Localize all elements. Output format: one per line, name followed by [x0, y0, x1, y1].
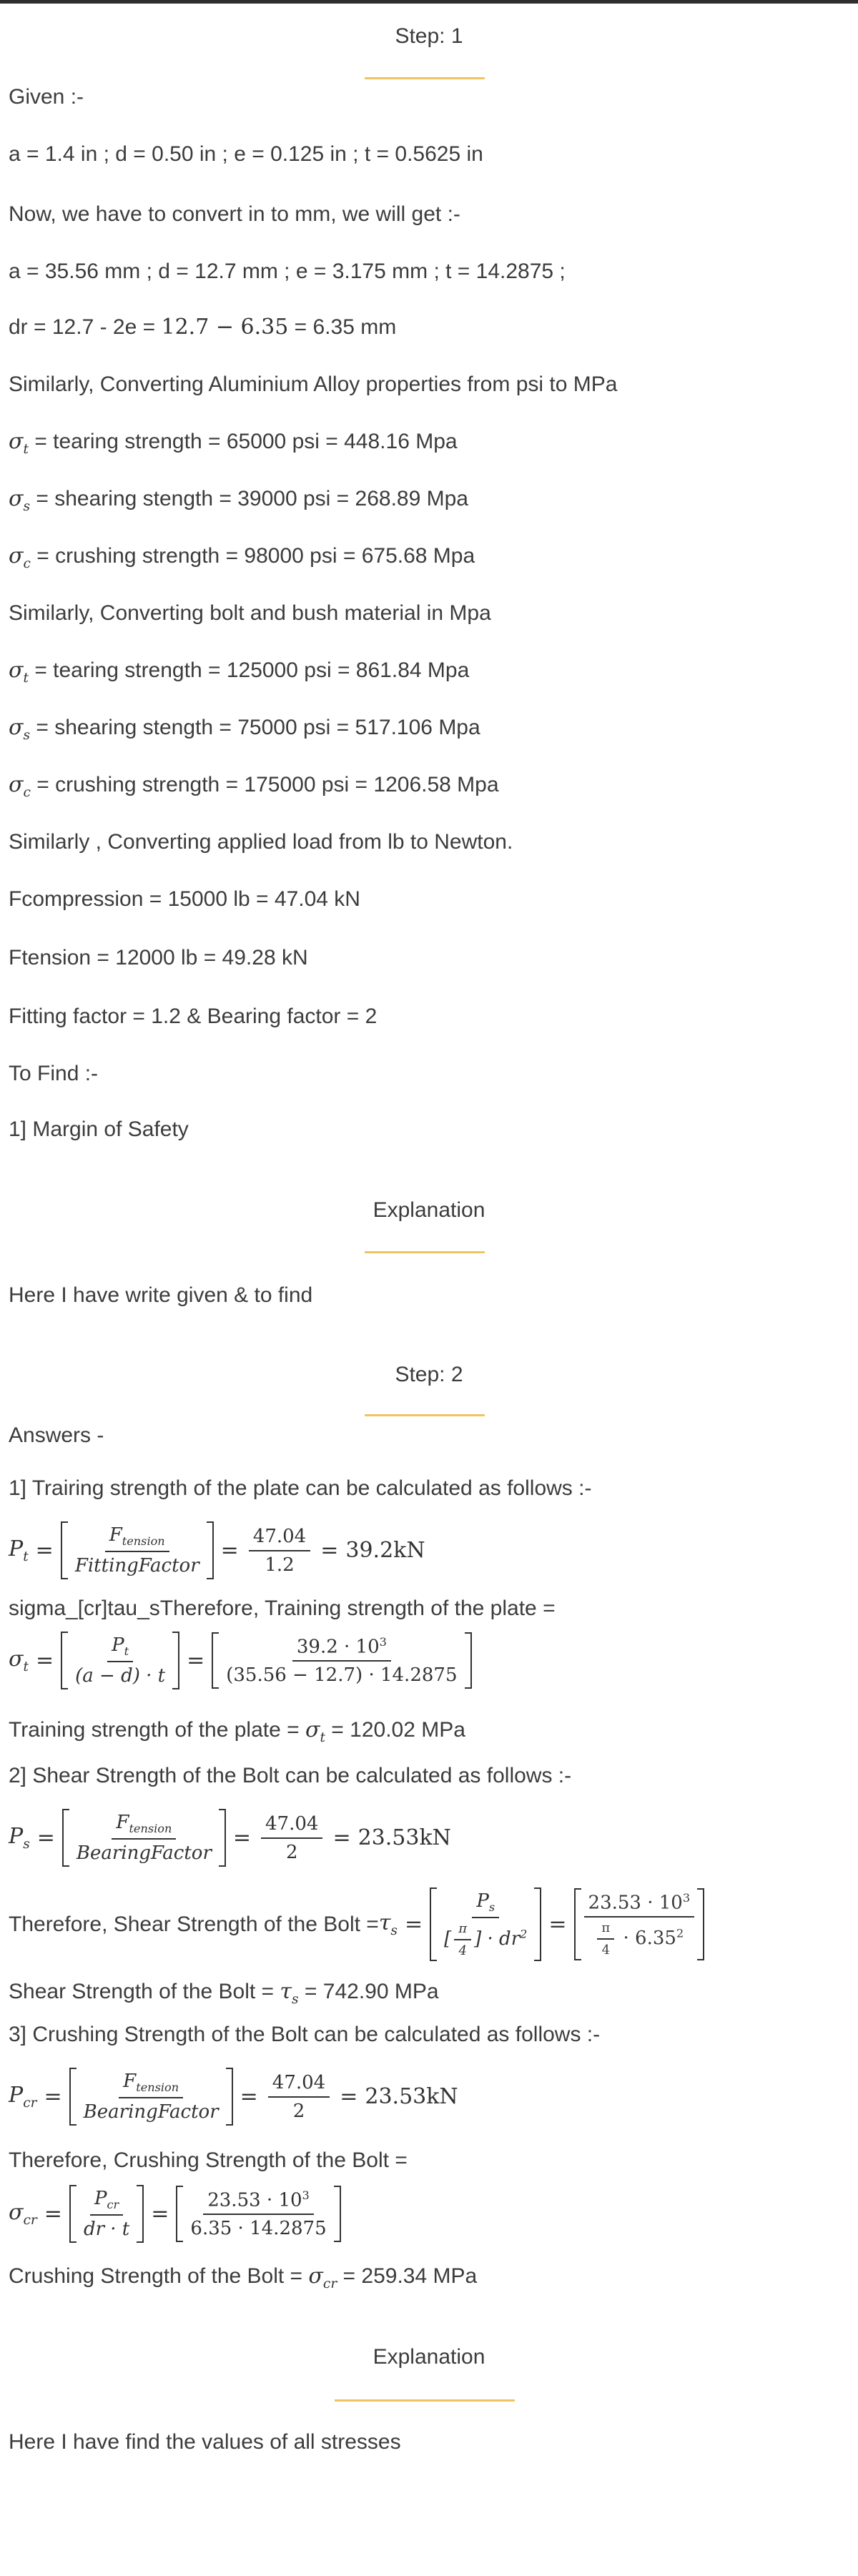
converted-values: a = 35.56 mm ; d = 12.7 mm ; e = 3.175 mm ; t = 14.2875 ; — [9, 260, 566, 283]
sigma-t-formula: $\sigma_t$ = $\frac{P_t}{(a - d) \cdot t}$ = $\frac{39.2 \cdot 10^3}{(35.56 - 12.7) \cdot 14.2875}$ — [9, 1632, 472, 1689]
step2-explanation-text: Here I have find the values of all stresses — [9, 2430, 401, 2454]
q1-heading: 1] Trairing strength of the plate can be calculated as follows :- — [9, 1476, 592, 1500]
bolt-crushing: $\sigma_c$ = crushing strength = 175000 psi = 1206.58 Mpa — [9, 772, 499, 800]
sigma-line: sigma_[cr]tau_sTherefore, Training strength of the plate = — [9, 1597, 556, 1620]
al-tearing: $\sigma_t$ = tearing strength = 65000 psi = 448.16 Mpa — [9, 429, 458, 457]
f-compression: Fcompression = 15000 lb = 47.04 kN — [9, 887, 360, 911]
tau-s-formula: Therefore, Shear Strength of the Bolt = $\tau_s$ = $P_s$ [ $\frac{\pi}{4}$ ] · $dr^2$ = $23.53 \cdot 10^3$ $\frac{\pi}{4}$ · $6.35^2$ — [9, 1887, 704, 1961]
step1-explanation-text: Here I have write given & to find — [9, 1283, 313, 1307]
q3-heading: 3] Crushing Strength of the Bolt can be calculated as follows :- — [9, 2023, 601, 2046]
dr-expr: 12.7 − 6.35 — [161, 315, 289, 340]
factors: Fitting factor = 1.2 & Bearing factor = 2 — [9, 1005, 378, 1028]
step1-explanation-label: Explanation — [373, 1198, 485, 1222]
sigma-t-result: Training strength of the plate = $\sigma_t = 120.02$ MPa — [9, 1717, 465, 1745]
bolt-heading: Similarly, Converting bolt and bush material in Mpa — [9, 601, 491, 625]
answers-heading: Answers - — [9, 1423, 104, 1447]
dr-equation — [9, 315, 396, 340]
al-shearing: $\sigma_s$ = shearing stength = 39000 psi = 268.89 Mpa — [9, 486, 468, 514]
pt-formula: $P_t$ = $\frac{F_{tension}}{\text{FittingFactor}}$ = $\frac{47.04}{1.2}$ = 39.2kN — [9, 1521, 425, 1579]
step1-title: Step: 1 — [395, 24, 463, 48]
crush-result: Crushing Strength of the Bolt = $\sigma_{cr} = 259.34$ MPa — [9, 2264, 478, 2291]
given-heading: Given :- — [9, 85, 84, 109]
step1-divider — [365, 77, 485, 79]
convert-intro: Now, we have to convert in to mm, we will get :- — [9, 202, 460, 226]
explanation1-divider — [365, 1251, 485, 1253]
f-tension: Ftension = 12000 lb = 49.28 kN — [9, 946, 308, 969]
step2-divider — [365, 1414, 485, 1416]
shear-result: Shear Strength of the Bolt = $\tau_s = 742.90$ MPa — [9, 1979, 439, 2007]
given-values: a = 1.4 in ; d = 0.50 in ; e = 0.125 in ; t = 0.5625 in — [9, 142, 483, 166]
step2-title: Step: 2 — [395, 1363, 463, 1386]
load-heading: Similarly , Converting applied load from lb to Newton. — [9, 830, 513, 854]
sigma-cr-formula: $\sigma_{cr}$ = $\frac{P_{cr}}{dr \cdot t}$ = $\frac{23.53 \cdot 10^3}{6.35 \cdot 14.2875}$ — [9, 2185, 341, 2243]
pcr-formula: $P_{cr}$ = $\frac{F_{tension}}{\text{BearingFactor}}$ = $\frac{47.04}{2}$ = 23.53kN — [9, 2068, 458, 2126]
bolt-shearing: $\sigma_s$ = shearing stength = 75000 psi = 517.106 Mpa — [9, 715, 480, 743]
pt-bracket: $\frac{F_{tension}}{\text{FittingFactor}}$ — [61, 1521, 214, 1579]
step2-explanation-label: Explanation — [373, 2345, 485, 2369]
bolt-tearing: $\sigma_t$ = tearing strength = 125000 psi = 861.84 Mpa — [9, 658, 470, 686]
q2-heading: 2] Shear Strength of the Bolt can be calculated as follows :- — [9, 1764, 572, 1787]
explanation2-divider — [335, 2399, 515, 2402]
dr-result: = 6.35 mm — [288, 315, 397, 339]
aluminium-heading: Similarly, Converting Aluminium Alloy properties from psi to MPa — [9, 372, 618, 396]
dr-prefix: dr = 12.7 - 2e = — [9, 315, 162, 339]
top-border — [0, 0, 858, 4]
al-crushing: $\sigma_c$ = crushing strength = 98000 psi = 675.68 Mpa — [9, 543, 475, 571]
to-find-heading: To Find :- — [9, 1062, 99, 1085]
crush-therefore: Therefore, Crushing Strength of the Bolt = — [9, 2148, 408, 2172]
ps-formula: $P_s$ = $\frac{F_{tension}}{\text{BearingFactor}}$ = $\frac{47.04}{2}$ = 23.53kN — [9, 1809, 451, 1867]
to-find-item: 1] Margin of Safety — [9, 1117, 189, 1141]
